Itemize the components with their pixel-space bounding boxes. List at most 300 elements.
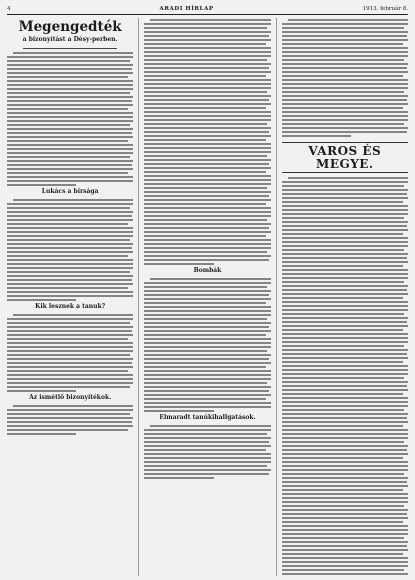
text-line xyxy=(7,88,133,90)
text-line xyxy=(282,185,405,187)
text-line xyxy=(7,243,133,245)
text-line xyxy=(282,393,403,395)
text-line xyxy=(144,151,270,153)
text-line xyxy=(7,374,133,376)
text-line xyxy=(13,314,133,316)
text-line xyxy=(144,298,270,300)
text-line xyxy=(7,425,133,427)
text-line xyxy=(144,219,267,221)
text-line xyxy=(282,401,408,403)
text-line xyxy=(144,203,265,205)
text-line xyxy=(282,201,403,203)
text-line xyxy=(282,369,408,371)
text-line xyxy=(144,103,270,105)
text-line xyxy=(282,557,408,559)
text-line xyxy=(7,279,132,281)
text-line xyxy=(144,243,270,245)
text-line xyxy=(282,485,408,487)
text-line xyxy=(7,215,132,217)
text-line xyxy=(7,247,132,249)
text-line xyxy=(144,334,265,336)
text-line xyxy=(144,143,270,145)
text-line xyxy=(7,386,130,388)
text-line xyxy=(282,501,408,503)
section-subhead: Bombák xyxy=(193,267,222,274)
text-line xyxy=(144,433,267,435)
text-line xyxy=(7,291,133,293)
text-line xyxy=(282,277,408,279)
text-line xyxy=(7,259,133,261)
text-line xyxy=(282,481,407,483)
text-line xyxy=(144,477,213,479)
illegible-text-block xyxy=(282,19,408,137)
text-line xyxy=(282,269,408,271)
text-line xyxy=(144,159,270,161)
text-line xyxy=(7,180,133,182)
text-line xyxy=(282,63,408,65)
text-line xyxy=(144,59,267,61)
text-line xyxy=(282,245,408,247)
text-line xyxy=(144,191,270,193)
text-line xyxy=(144,63,270,65)
text-line xyxy=(7,227,133,229)
text-line xyxy=(282,533,408,535)
text-line xyxy=(7,112,133,114)
text-line xyxy=(7,100,132,102)
text-line xyxy=(150,19,270,21)
text-line xyxy=(144,211,270,213)
text-line xyxy=(7,156,130,158)
text-line xyxy=(144,338,270,340)
text-line xyxy=(7,128,133,130)
text-line xyxy=(144,398,265,400)
text-line xyxy=(282,281,405,283)
text-line xyxy=(144,119,270,121)
text-line xyxy=(282,477,408,479)
text-line xyxy=(144,75,265,77)
text-line xyxy=(282,261,408,263)
text-line xyxy=(7,417,133,419)
text-line xyxy=(7,120,133,122)
text-line xyxy=(7,68,132,70)
text-line xyxy=(282,135,351,137)
text-line xyxy=(144,111,270,113)
page-number: 4 xyxy=(7,5,11,12)
text-line xyxy=(282,321,407,323)
text-line xyxy=(282,357,408,359)
text-line xyxy=(144,167,270,169)
text-line xyxy=(282,253,408,255)
text-line xyxy=(282,445,408,447)
text-line xyxy=(144,406,270,408)
text-line xyxy=(282,99,407,101)
text-line xyxy=(282,107,403,109)
text-line xyxy=(144,235,265,237)
text-line xyxy=(282,349,408,351)
text-line xyxy=(7,413,130,415)
text-line xyxy=(144,453,270,455)
illegible-text-block xyxy=(7,199,133,301)
text-line xyxy=(282,289,407,291)
text-line xyxy=(282,429,408,431)
text-line xyxy=(7,172,128,174)
text-line xyxy=(7,338,128,340)
text-line xyxy=(144,457,270,459)
text-line xyxy=(7,350,133,352)
text-line xyxy=(282,71,408,73)
text-line xyxy=(282,541,408,543)
text-line xyxy=(282,529,408,531)
text-line xyxy=(7,382,133,384)
text-line xyxy=(282,205,408,207)
text-line xyxy=(144,386,270,388)
illegible-text-block xyxy=(7,314,133,392)
text-line xyxy=(7,318,133,320)
text-line xyxy=(144,314,270,316)
text-line xyxy=(144,251,267,253)
text-line xyxy=(282,493,408,495)
text-line xyxy=(7,334,133,336)
text-line xyxy=(150,278,270,280)
text-line xyxy=(7,152,133,154)
text-line xyxy=(144,95,270,97)
text-line xyxy=(144,83,270,85)
text-line xyxy=(282,241,408,243)
page-header xyxy=(7,4,408,15)
text-line xyxy=(144,445,270,447)
text-line xyxy=(282,397,408,399)
text-line xyxy=(282,461,408,463)
columns-container xyxy=(7,18,408,576)
text-line xyxy=(144,378,270,380)
text-line xyxy=(144,286,267,288)
text-line xyxy=(144,358,269,360)
text-line xyxy=(282,31,408,33)
text-line xyxy=(282,237,408,239)
text-line xyxy=(282,111,408,113)
text-line xyxy=(282,389,408,391)
section-subhead: Kik lesznek a tanuk? xyxy=(35,302,106,310)
text-line xyxy=(144,107,265,109)
text-line xyxy=(144,231,270,233)
text-line xyxy=(282,545,407,547)
text-line xyxy=(282,473,405,475)
text-line xyxy=(282,91,405,93)
text-line xyxy=(7,409,133,411)
text-line xyxy=(144,51,270,53)
text-line xyxy=(144,91,267,93)
text-line xyxy=(7,92,130,94)
text-line xyxy=(144,330,270,332)
text-line xyxy=(282,353,407,355)
text-line xyxy=(144,302,265,304)
text-line xyxy=(7,235,133,237)
text-line xyxy=(144,402,270,404)
text-line xyxy=(7,207,130,209)
text-line xyxy=(144,155,267,157)
text-line xyxy=(282,521,403,523)
text-line xyxy=(282,449,407,451)
text-line xyxy=(144,346,270,348)
text-line xyxy=(144,163,269,165)
text-line xyxy=(282,377,405,379)
text-line xyxy=(7,80,133,82)
illegible-text-block xyxy=(144,425,270,479)
text-line xyxy=(282,79,408,81)
text-line xyxy=(282,87,408,89)
text-line xyxy=(144,437,270,439)
text-line xyxy=(282,305,408,307)
text-line xyxy=(144,441,269,443)
text-line xyxy=(7,251,133,253)
text-line xyxy=(144,43,265,45)
text-line xyxy=(7,283,133,285)
text-line xyxy=(144,183,270,185)
text-line xyxy=(282,115,408,117)
text-line xyxy=(144,461,270,463)
illegible-text-block xyxy=(7,52,133,186)
text-line xyxy=(144,322,270,324)
text-line xyxy=(282,27,405,29)
text-line xyxy=(144,199,270,201)
text-line xyxy=(7,84,133,86)
text-line xyxy=(144,39,270,41)
text-line xyxy=(282,213,408,215)
text-line xyxy=(282,317,408,319)
text-line xyxy=(282,103,408,105)
illegible-text-block xyxy=(282,177,408,576)
text-line xyxy=(7,76,128,78)
text-line xyxy=(7,184,76,186)
text-line xyxy=(144,247,270,249)
text-line xyxy=(282,67,407,69)
text-line xyxy=(282,249,405,251)
article-subheadline: a bizonyítást a Désy-perben. xyxy=(22,36,118,44)
text-line xyxy=(144,71,270,73)
text-line xyxy=(7,124,130,126)
column-divider xyxy=(276,18,277,576)
text-line xyxy=(144,67,269,69)
column-1 xyxy=(7,18,133,576)
text-line xyxy=(282,425,403,427)
text-line xyxy=(7,370,128,372)
text-line xyxy=(282,333,408,335)
text-line xyxy=(282,301,408,303)
illegible-text-block xyxy=(7,405,133,435)
column-2 xyxy=(144,18,270,576)
text-line xyxy=(282,221,408,223)
text-line xyxy=(144,115,270,117)
text-line xyxy=(144,227,269,229)
text-line xyxy=(282,43,403,45)
text-line xyxy=(282,285,408,287)
text-line xyxy=(144,127,270,129)
text-line xyxy=(288,19,408,21)
text-line xyxy=(7,203,133,205)
text-line xyxy=(7,211,133,213)
text-line xyxy=(7,56,133,58)
text-line xyxy=(7,72,133,74)
text-line xyxy=(282,413,408,415)
text-line xyxy=(144,47,270,49)
text-line xyxy=(282,95,408,97)
text-line xyxy=(282,55,408,57)
text-line xyxy=(144,410,213,412)
text-line xyxy=(282,497,408,499)
text-line xyxy=(7,322,130,324)
text-line xyxy=(13,405,133,407)
text-line xyxy=(144,259,269,261)
text-line xyxy=(7,104,133,106)
text-line xyxy=(7,342,133,344)
text-line xyxy=(7,287,128,289)
section-headline: VAROS ÉS MEGYE. xyxy=(282,142,408,173)
text-line xyxy=(144,394,270,396)
text-line xyxy=(144,27,267,29)
text-line xyxy=(282,39,408,41)
text-line xyxy=(282,517,408,519)
text-line xyxy=(7,346,133,348)
text-line xyxy=(144,318,267,320)
text-line xyxy=(282,47,408,49)
text-line xyxy=(282,489,403,491)
text-line xyxy=(282,573,408,575)
text-line xyxy=(7,136,133,138)
text-line xyxy=(7,116,133,118)
text-line xyxy=(7,263,133,265)
text-line xyxy=(7,148,133,150)
text-line xyxy=(282,209,408,211)
text-line xyxy=(282,553,403,555)
text-line xyxy=(144,195,269,197)
text-line xyxy=(282,405,408,407)
text-line xyxy=(7,429,128,431)
section-subhead: Lukács a bírsága xyxy=(41,188,99,196)
text-line xyxy=(7,108,128,110)
text-line xyxy=(282,433,408,435)
text-line xyxy=(144,99,269,101)
text-line xyxy=(13,199,133,201)
text-line xyxy=(144,131,269,133)
illegible-text-block xyxy=(144,278,270,412)
text-line xyxy=(144,350,267,352)
text-line xyxy=(282,373,408,375)
text-line xyxy=(282,457,403,459)
text-line xyxy=(282,561,408,563)
text-line xyxy=(144,23,270,25)
masthead: ARADI HÍRLAP xyxy=(159,5,214,12)
text-line xyxy=(282,123,405,125)
text-line xyxy=(282,217,405,219)
text-line xyxy=(282,525,408,527)
text-line xyxy=(144,290,270,292)
text-line xyxy=(7,160,133,162)
text-line xyxy=(7,96,133,98)
text-line xyxy=(282,193,407,195)
text-line xyxy=(282,325,408,327)
text-line xyxy=(7,299,76,301)
text-line xyxy=(282,513,407,515)
text-line xyxy=(282,409,405,411)
text-line xyxy=(282,273,408,275)
text-line xyxy=(144,207,270,209)
text-line xyxy=(7,231,133,233)
text-line xyxy=(144,354,270,356)
text-line xyxy=(7,239,130,241)
text-line xyxy=(144,342,270,344)
text-line xyxy=(7,390,76,392)
text-line xyxy=(7,144,133,146)
text-line xyxy=(144,255,270,257)
text-line xyxy=(144,310,270,312)
text-line xyxy=(144,374,270,376)
text-line xyxy=(144,35,269,37)
text-line xyxy=(282,59,405,61)
section-subhead: Az ismétlő bizonyítékok. xyxy=(29,393,112,401)
text-line xyxy=(282,465,408,467)
text-line xyxy=(7,255,128,257)
text-line xyxy=(144,465,267,467)
text-line xyxy=(282,437,408,439)
text-line xyxy=(282,381,408,383)
text-line xyxy=(282,505,405,507)
text-line xyxy=(282,189,408,191)
text-line xyxy=(144,429,270,431)
text-line xyxy=(282,35,407,37)
text-line xyxy=(7,223,128,225)
text-line xyxy=(7,168,133,170)
text-line xyxy=(282,509,408,511)
text-line xyxy=(282,51,408,53)
text-line xyxy=(7,219,133,221)
text-line xyxy=(282,309,408,311)
issue-date: 1913. február 8. xyxy=(362,5,408,12)
text-line xyxy=(282,127,408,129)
text-line xyxy=(282,365,408,367)
text-line xyxy=(282,385,407,387)
text-line xyxy=(282,565,408,567)
text-line xyxy=(7,60,130,62)
text-line xyxy=(144,135,270,137)
text-line xyxy=(144,473,269,475)
text-line xyxy=(144,215,270,217)
text-line xyxy=(144,139,265,141)
text-line xyxy=(282,549,408,551)
text-line xyxy=(7,176,133,178)
text-line xyxy=(282,75,403,77)
text-line xyxy=(7,358,133,360)
text-line xyxy=(282,569,405,571)
text-line xyxy=(7,275,133,277)
text-line xyxy=(7,64,133,66)
text-line xyxy=(13,52,133,54)
text-line xyxy=(144,370,270,372)
text-line xyxy=(282,257,407,259)
text-line xyxy=(282,537,405,539)
column-3 xyxy=(282,18,408,576)
text-line xyxy=(282,233,403,235)
text-line xyxy=(150,425,270,427)
text-line xyxy=(282,83,408,85)
column-divider xyxy=(138,18,139,576)
text-line xyxy=(144,239,270,241)
text-line xyxy=(144,282,270,284)
text-line xyxy=(144,31,270,33)
text-line xyxy=(282,469,408,471)
text-line xyxy=(282,361,403,363)
text-line xyxy=(144,223,270,225)
text-line xyxy=(144,326,269,328)
